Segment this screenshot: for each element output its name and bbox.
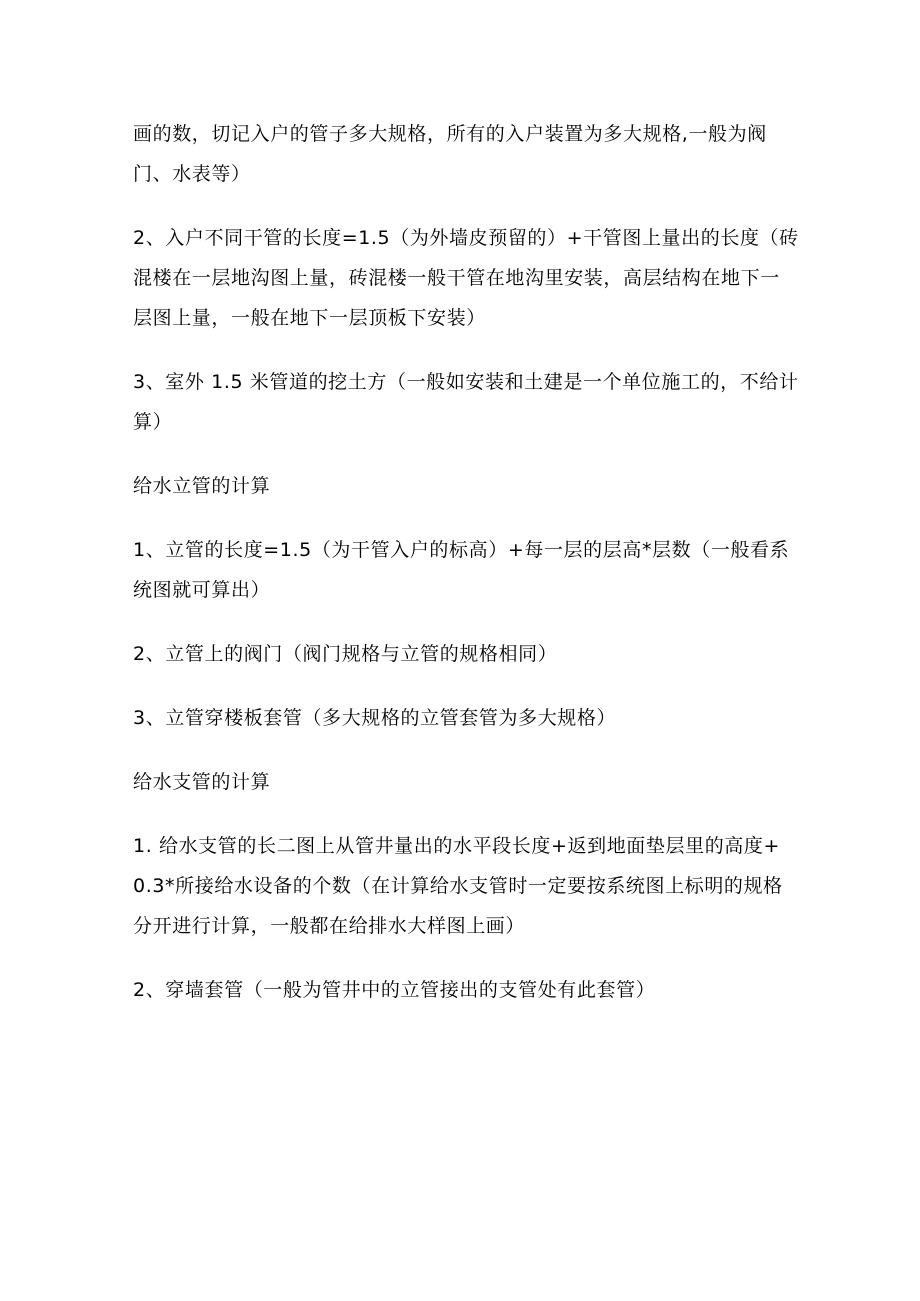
- paragraph-riser-valve: 2、立管上的阀门（阀门规格与立管的规格相同）: [133, 643, 558, 665]
- paragraph-main-pipe-length: 2、入户不同干管的长度=1.5（为外墙皮预留的）+干管图上量出的长度（砖混楼在一层地沟图上量，砖混楼一般干管在地沟里安装，高层结构在地下一层图上量，一般在地下一层顶板下安装）: [133, 227, 799, 329]
- paragraph-riser-length: 1、立管的长度=1.5（为干管入户的标高）+每一层的层高*层数（一般看系统图就可算出）: [133, 539, 790, 601]
- heading-branch-calculation: 给水支管的计算: [133, 771, 271, 793]
- paragraph-wall-sleeve: 2、穿墙套管（一般为管井中的立管接出的支管处有此套管）: [133, 979, 656, 1001]
- paragraph-intro-continuation: 画的数，切记入户的管子多大规格，所有的入户装置为多大规格,一般为阀门、水表等）: [133, 123, 767, 185]
- heading-riser-calculation: 给水立管的计算: [133, 475, 271, 497]
- paragraph-riser-sleeve: 3、立管穿楼板套管（多大规格的立管套管为多大规格）: [133, 707, 617, 729]
- paragraph-excavation: 3、室外 1.5 米管道的挖土方（一般如安装和土建是一个单位施工的，不给计算）: [133, 371, 799, 433]
- paragraph-branch-length: 1. 给水支管的长二图上从管井量出的水平段长度+返到地面垫层里的高度+0.3*所接给水设备的个数（在计算给水支管时一定要按系统图上标明的规格分开进行计算，一般都在给排水大样图上画）: [133, 835, 783, 937]
- document-body: [133, 114, 799, 1034]
